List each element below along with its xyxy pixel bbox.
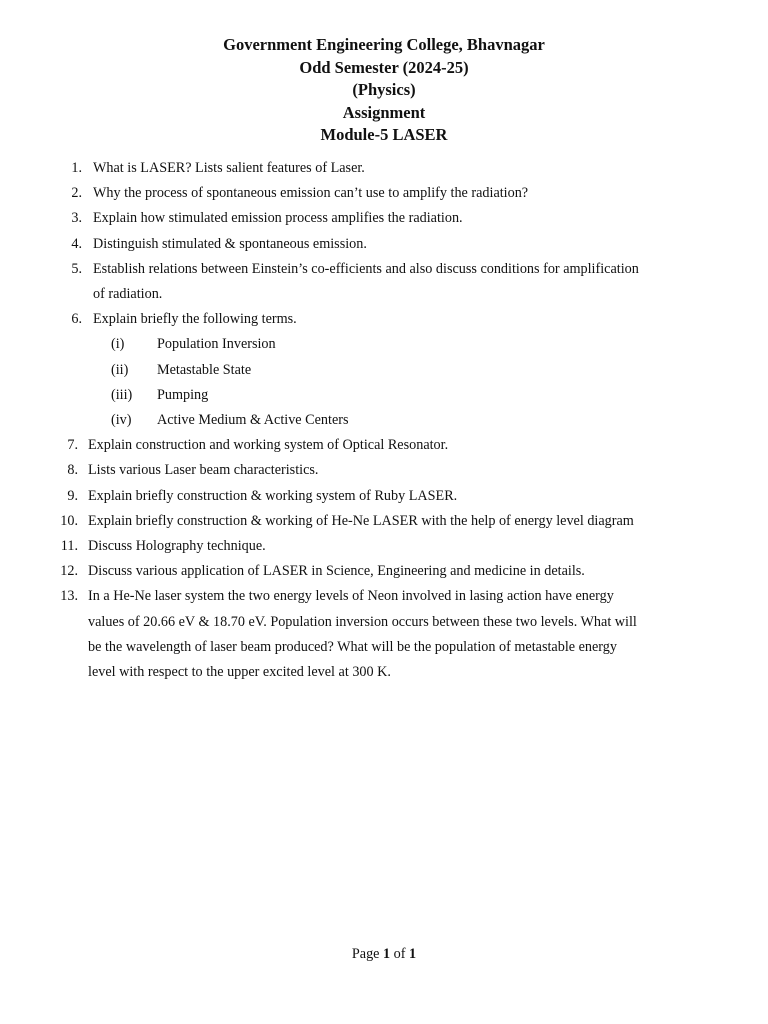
question-item-number: 7. <box>67 437 78 454</box>
document-header <box>0 34 768 147</box>
question-item-number: 1. <box>71 160 82 176</box>
sub-item-number: (iii) <box>111 386 133 403</box>
sub-item-number: (i) <box>111 336 125 353</box>
question-item-text: Distinguish stimulated & spontaneous emission. <box>93 235 367 252</box>
question-item-text: Explain briefly construction & working system of Ruby LASER. <box>88 487 458 504</box>
subject: (Physics) <box>352 80 416 100</box>
question-item-text: In a He-Ne laser system the two energy levels of Neon involved in lasing action have energy <box>88 588 614 605</box>
semester: Odd Semester (2024-25) <box>299 57 469 77</box>
page-number: 1 <box>383 946 391 962</box>
question-item-number: 4. <box>71 235 82 252</box>
page-total: 1 <box>409 946 417 962</box>
question-item-number: 2. <box>71 185 82 202</box>
question-item-text: Explain how stimulated emission process amplifies the radiation. <box>93 210 463 227</box>
question-item-number: 3. <box>71 210 82 227</box>
sub-item-number: (ii) <box>111 361 129 378</box>
sub-item-text: Metastable State <box>157 361 252 378</box>
module-title: Module-5 LASER <box>320 125 448 145</box>
sub-item-number: (iv) <box>111 412 132 428</box>
question-continuation-text: level with respect to the upper excited level at 300 K. <box>88 664 391 680</box>
question-item-text: Discuss various application of LASER in Science, Engineering and medicine in details. <box>88 563 585 580</box>
question-item-number: 11. <box>60 538 78 554</box>
question-item-number: 13. <box>60 588 78 605</box>
page-footer <box>0 944 768 964</box>
question-item-text: Discuss Holography technique. <box>88 538 266 554</box>
question-item-text: Explain construction and working system of Optical Resonator. <box>88 437 449 454</box>
question-item-number: 12. <box>60 563 78 580</box>
sub-item-text: Population Inversion <box>157 336 276 353</box>
question-item-number: 10. <box>60 512 78 529</box>
question-item-text: Establish relations between Einstein’s co-efficients and also discuss conditions for amplification <box>93 260 639 277</box>
question-item-number: 6. <box>71 311 82 328</box>
question-item-text: What is LASER? Lists salient features of Laser. <box>93 160 365 176</box>
question-item-number: 5. <box>71 260 82 277</box>
question-item-text: Explain briefly the following terms. <box>93 311 297 328</box>
question-item-text: Lists various Laser beam characteristics. <box>88 462 319 479</box>
sub-item-text: Active Medium & Active Centers <box>157 412 349 428</box>
question-item-text: Why the process of spontaneous emission can’t use to amplify the radiation? <box>93 185 529 202</box>
question-continuation-text: be the wavelength of laser beam produced? What will be the population of metastable energy <box>88 638 617 655</box>
of-label: of <box>393 946 406 962</box>
page-label: Page <box>351 946 380 962</box>
question-item-number: 8. <box>67 462 78 479</box>
question-item-number: 9. <box>67 487 78 504</box>
question-continuation-text: of radiation. <box>93 286 163 302</box>
sub-item-text: Pumping <box>157 386 209 403</box>
question-item-text: Explain briefly construction & working of He-Ne LASER with the help of energy level diagram <box>88 512 634 529</box>
question-continuation-text: values of 20.66 eV & 18.70 eV. Population inversion occurs between these two levels. What will <box>88 613 637 630</box>
college-name: Government Engineering College, Bhavnagar <box>223 35 545 54</box>
document-type: Assignment <box>342 102 426 122</box>
